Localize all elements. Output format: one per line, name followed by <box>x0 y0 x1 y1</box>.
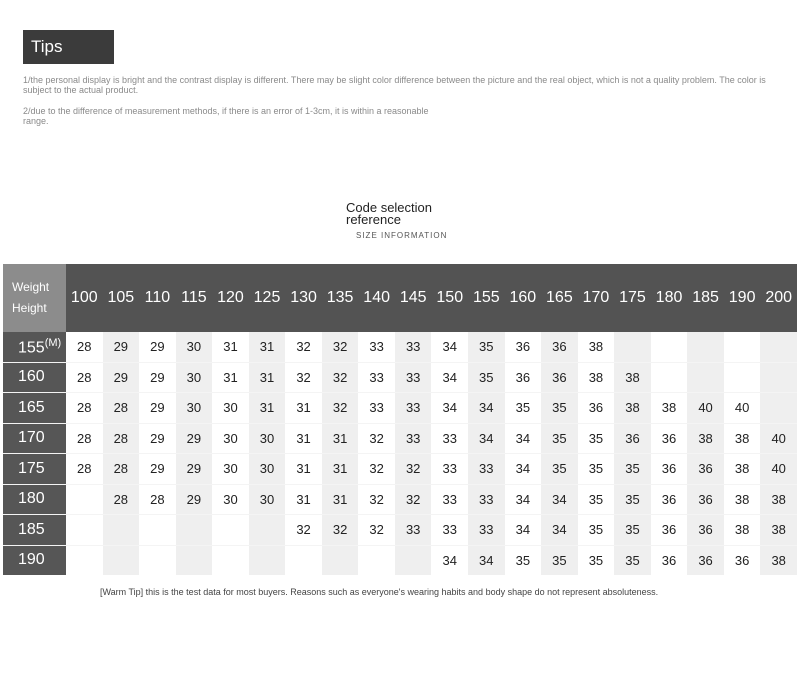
size-cell: 32 <box>322 332 359 362</box>
size-cell: 36 <box>614 423 651 454</box>
table-row <box>3 393 797 424</box>
size-cell: 28 <box>66 362 103 393</box>
size-cell: 35 <box>541 393 578 424</box>
size-cell: 30 <box>212 423 249 454</box>
size-cell: 29 <box>139 332 176 362</box>
table-header-row <box>3 264 797 332</box>
size-cell: 34 <box>468 545 505 575</box>
size-cell: 33 <box>358 393 395 424</box>
weight-header: 145 <box>395 264 432 332</box>
size-cell: 34 <box>431 362 468 393</box>
size-cell: 36 <box>651 423 688 454</box>
weight-header: 150 <box>431 264 468 332</box>
size-cell: 32 <box>322 393 359 424</box>
size-cell: 33 <box>395 332 432 362</box>
size-cell: 38 <box>578 362 615 393</box>
size-cell: 29 <box>103 332 140 362</box>
size-cell: 36 <box>651 454 688 485</box>
height-value: 175 <box>18 459 45 477</box>
height-value: 165 <box>18 398 45 416</box>
size-cell: 29 <box>139 362 176 393</box>
size-cell <box>139 515 176 546</box>
size-cell: 30 <box>176 332 213 362</box>
weight-header: 135 <box>322 264 359 332</box>
size-cell: 28 <box>66 332 103 362</box>
size-cell: 31 <box>249 332 286 362</box>
size-cell: 35 <box>578 515 615 546</box>
size-cell: 28 <box>103 484 140 515</box>
height-cell <box>3 362 66 393</box>
size-cell: 32 <box>322 515 359 546</box>
size-cell: 28 <box>103 454 140 485</box>
tip-note-measurement: 2/due to the difference of measurement methods, if there is an error of 1-3cm, it is within a reasonable range. <box>23 106 429 126</box>
reference-title-line1: Code selection <box>346 200 432 215</box>
size-cell: 38 <box>578 332 615 362</box>
height-value: 185 <box>18 520 45 538</box>
size-cell: 29 <box>139 454 176 485</box>
size-cell: 35 <box>541 454 578 485</box>
size-cell: 35 <box>578 545 615 575</box>
weight-header: 200 <box>760 264 797 332</box>
size-cell <box>212 515 249 546</box>
height-cell <box>3 393 66 424</box>
size-cell: 38 <box>724 515 761 546</box>
size-cell: 38 <box>651 393 688 424</box>
size-cell: 31 <box>285 484 322 515</box>
size-cell: 33 <box>468 484 505 515</box>
weight-header: 185 <box>687 264 724 332</box>
size-cell: 38 <box>724 484 761 515</box>
height-cell <box>3 515 66 546</box>
size-cell: 36 <box>505 332 542 362</box>
size-cell <box>176 545 213 575</box>
size-cell: 34 <box>468 393 505 424</box>
table-row <box>3 362 797 393</box>
size-cell: 31 <box>285 423 322 454</box>
size-cell: 38 <box>614 362 651 393</box>
size-cell <box>66 545 103 575</box>
size-cell: 31 <box>212 362 249 393</box>
size-cell: 30 <box>249 423 286 454</box>
size-cell <box>651 332 688 362</box>
size-cell: 28 <box>103 423 140 454</box>
height-value: 180 <box>18 490 45 508</box>
size-cell: 36 <box>505 362 542 393</box>
size-cell: 31 <box>285 393 322 424</box>
size-cell <box>66 515 103 546</box>
reference-title-line2: reference <box>346 212 401 227</box>
size-cell <box>176 515 213 546</box>
size-cell: 38 <box>760 515 797 546</box>
size-cell: 30 <box>249 484 286 515</box>
size-cell: 30 <box>176 362 213 393</box>
size-cell: 35 <box>468 362 505 393</box>
size-cell: 33 <box>395 362 432 393</box>
size-cell: 32 <box>358 515 395 546</box>
weight-header: 155 <box>468 264 505 332</box>
size-cell: 35 <box>614 515 651 546</box>
size-cell: 30 <box>176 393 213 424</box>
size-cell: 40 <box>760 423 797 454</box>
size-cell: 34 <box>468 423 505 454</box>
weight-header: 170 <box>578 264 615 332</box>
size-cell: 28 <box>66 454 103 485</box>
size-cell: 36 <box>578 393 615 424</box>
size-cell: 38 <box>724 454 761 485</box>
size-cell: 36 <box>541 362 578 393</box>
size-cell: 32 <box>285 332 322 362</box>
size-cell: 36 <box>724 545 761 575</box>
size-cell <box>249 545 286 575</box>
size-cell: 35 <box>505 545 542 575</box>
corner-height-label: Height <box>12 301 47 315</box>
size-cell: 35 <box>541 545 578 575</box>
size-cell <box>249 515 286 546</box>
corner-weight-label: Weight <box>12 280 50 294</box>
size-cell: 34 <box>541 484 578 515</box>
size-cell: 31 <box>212 332 249 362</box>
size-cell: 35 <box>505 393 542 424</box>
table-row <box>3 454 797 485</box>
size-cell: 32 <box>322 362 359 393</box>
size-cell: 36 <box>687 515 724 546</box>
warm-tip: [Warm Tip] this is the test data for most buyers. Reasons such as everyone's wearing habits and body shape do not represent absoluteness. <box>100 587 659 597</box>
size-cell: 34 <box>505 484 542 515</box>
size-cell: 33 <box>468 515 505 546</box>
size-cell: 36 <box>687 484 724 515</box>
size-cell: 36 <box>687 454 724 485</box>
size-cell: 28 <box>66 393 103 424</box>
size-cell: 34 <box>541 515 578 546</box>
height-value: 155 <box>18 338 45 356</box>
reference-subtitle: SIZE INFORMATION <box>356 231 448 240</box>
size-cell: 35 <box>468 332 505 362</box>
size-cell: 33 <box>431 515 468 546</box>
size-cell: 29 <box>176 423 213 454</box>
size-cell <box>139 545 176 575</box>
weight-header: 140 <box>358 264 395 332</box>
size-marker: (M) <box>44 336 62 349</box>
size-cell: 38 <box>760 484 797 515</box>
size-cell: 33 <box>358 362 395 393</box>
size-cell: 29 <box>176 484 213 515</box>
size-cell <box>687 332 724 362</box>
weight-header: 110 <box>139 264 176 332</box>
size-cell: 31 <box>322 484 359 515</box>
weight-header: 105 <box>103 264 140 332</box>
size-cell: 32 <box>285 515 322 546</box>
size-cell <box>66 484 103 515</box>
size-cell: 33 <box>431 454 468 485</box>
size-cell: 38 <box>614 393 651 424</box>
height-cell <box>3 484 66 515</box>
size-cell: 32 <box>395 454 432 485</box>
size-cell <box>724 332 761 362</box>
table-row <box>3 423 797 454</box>
size-cell: 29 <box>139 423 176 454</box>
size-cell: 33 <box>431 423 468 454</box>
size-cell: 35 <box>614 545 651 575</box>
table-row <box>3 545 797 575</box>
table-body <box>3 332 797 575</box>
size-cell: 31 <box>249 393 286 424</box>
size-cell: 31 <box>322 454 359 485</box>
weight-header: 175 <box>614 264 651 332</box>
size-cell: 31 <box>285 454 322 485</box>
size-cell: 33 <box>431 484 468 515</box>
size-cell <box>724 362 761 393</box>
size-cell <box>285 545 322 575</box>
table-row <box>3 515 797 546</box>
size-cell: 36 <box>651 545 688 575</box>
size-cell <box>760 393 797 424</box>
weight-header: 160 <box>505 264 542 332</box>
size-cell: 28 <box>139 484 176 515</box>
weight-header: 190 <box>724 264 761 332</box>
size-cell: 40 <box>687 393 724 424</box>
height-value: 160 <box>18 368 45 386</box>
tip-note-color: 1/the personal display is bright and the contrast display is different. There may be slight color difference between the picture and the real object, which is not a quality problem. The color is subject to the actual product. <box>23 75 766 95</box>
size-cell: 33 <box>468 454 505 485</box>
size-cell: 32 <box>358 484 395 515</box>
size-cell: 40 <box>760 454 797 485</box>
table-row <box>3 332 797 362</box>
table-row <box>3 484 797 515</box>
size-cell <box>212 545 249 575</box>
weight-header: 120 <box>212 264 249 332</box>
size-cell <box>395 545 432 575</box>
size-cell: 33 <box>395 423 432 454</box>
size-cell: 35 <box>541 423 578 454</box>
size-cell: 35 <box>578 423 615 454</box>
size-cell: 33 <box>358 332 395 362</box>
size-cell <box>687 362 724 393</box>
size-cell: 30 <box>249 454 286 485</box>
size-cell: 31 <box>322 423 359 454</box>
size-cell <box>103 545 140 575</box>
size-cell: 30 <box>212 393 249 424</box>
height-cell <box>3 454 66 485</box>
size-cell: 34 <box>505 454 542 485</box>
size-cell: 29 <box>139 393 176 424</box>
size-cell: 34 <box>505 515 542 546</box>
size-cell: 30 <box>212 484 249 515</box>
size-cell: 29 <box>103 362 140 393</box>
size-cell: 32 <box>358 423 395 454</box>
size-cell: 32 <box>395 484 432 515</box>
size-cell: 35 <box>578 454 615 485</box>
weight-header: 125 <box>249 264 286 332</box>
table-corner <box>3 264 66 332</box>
size-cell: 38 <box>687 423 724 454</box>
size-cell: 32 <box>358 454 395 485</box>
size-cell: 40 <box>724 393 761 424</box>
weight-header: 100 <box>66 264 103 332</box>
size-cell: 32 <box>285 362 322 393</box>
size-cell: 36 <box>687 545 724 575</box>
size-table <box>3 264 797 575</box>
size-cell: 36 <box>651 515 688 546</box>
size-cell <box>760 362 797 393</box>
height-value: 170 <box>18 429 45 447</box>
size-cell: 33 <box>395 393 432 424</box>
size-cell <box>358 545 395 575</box>
size-cell <box>651 362 688 393</box>
size-cell: 38 <box>724 423 761 454</box>
size-cell: 35 <box>614 484 651 515</box>
size-cell: 35 <box>614 454 651 485</box>
size-cell: 30 <box>212 454 249 485</box>
weight-header: 180 <box>651 264 688 332</box>
size-cell <box>760 332 797 362</box>
height-cell <box>3 332 66 362</box>
size-cell: 38 <box>760 545 797 575</box>
size-cell: 33 <box>395 515 432 546</box>
size-cell: 34 <box>431 332 468 362</box>
reference-title <box>346 202 432 226</box>
size-cell: 34 <box>431 545 468 575</box>
size-cell: 35 <box>578 484 615 515</box>
size-cell: 28 <box>66 423 103 454</box>
size-cell <box>614 332 651 362</box>
height-cell <box>3 423 66 454</box>
size-cell: 34 <box>505 423 542 454</box>
tips-badge: Tips <box>23 30 114 64</box>
size-cell: 36 <box>651 484 688 515</box>
weight-header: 165 <box>541 264 578 332</box>
height-value: 190 <box>18 551 45 569</box>
size-cell: 29 <box>176 454 213 485</box>
weight-header: 115 <box>176 264 213 332</box>
size-cell: 36 <box>541 332 578 362</box>
weight-header: 130 <box>285 264 322 332</box>
height-cell <box>3 545 66 575</box>
size-cell: 34 <box>431 393 468 424</box>
size-cell <box>103 515 140 546</box>
size-cell: 28 <box>103 393 140 424</box>
size-cell <box>322 545 359 575</box>
size-cell: 31 <box>249 362 286 393</box>
